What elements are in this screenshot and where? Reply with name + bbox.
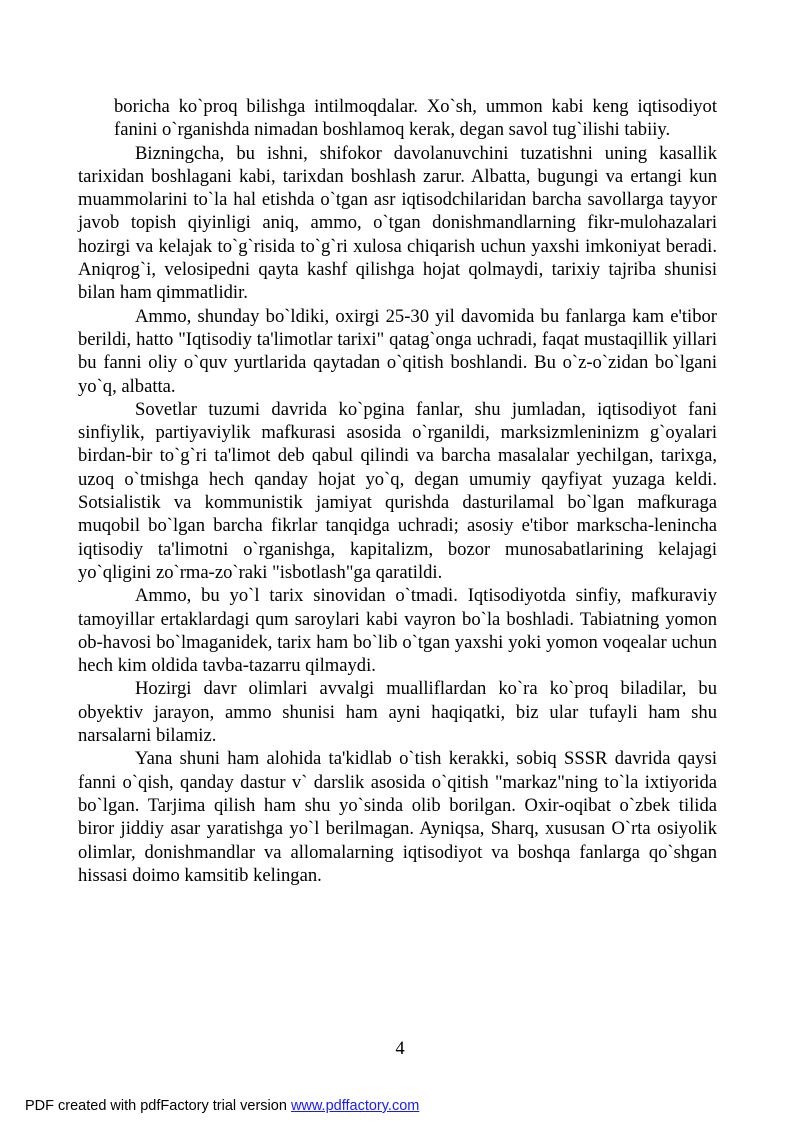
page-number: 4 <box>395 1038 405 1059</box>
paragraph: Hozirgi davr olimlari avvalgi mualliflardan ko`ra ko`proq biladilar, bu obyektiv jarayon, ammo shunisi ham ayni haqiqatki, biz ular tufayli ham shu narsalarni bilamiz. <box>78 678 717 747</box>
paragraph: Bizningcha, bu ishni, shifokor davolanuvchini tuzatishni uning kasallik tarixidan boshlagani kabi, tarixdan boshlash zarur. Albatta, bugungi va ertangi kun muammolarini to`la hal etishda o`tgan asr iqtisodchilaridan barcha savollarga tayyor javob topish qiyinligi aniq, ammo, o`tgan donishmandlarning fikr-mulohazalari hozirgi va kelajak to`g`risida to`g`ri xulosa chiqarish uchun yaxshi imkoniyat beradi. Aniqrog`i, velosipedni qayta kashf qilishga hojat qolmaydi, tarixiy tajriba shunisi bilan ham qimmatlidir. <box>78 142 717 304</box>
lead-paragraph: boricha ko`proq bilishga intilmoqdalar. Xo`sh, ummon kabi keng iqtisodiyot fanini o`rganishda nimadan boshlamoq kerak, degan savol tug`ilishi tabiiy. <box>114 96 717 141</box>
paragraph: Yana shuni ham alohida ta'kidlab o`tish kerakki, sobiq SSSR davrida qaysi fanni o`qish, qanday dastur v` darslik asosida o`qitish "markaz"ning to`la ixtiyorida bo`lgan. Tarjima qilish ham shu yo`sinda olib borilgan. Oxir-oqibat o`zbek tilida biror jiddiy asar yaratishga yo`l berilmagan. Ayniqsa, Sharq, xususan O`rta osiyolik olimlar, donishmandlar va allomalarning iqtisodiyot va boshqa fanlarga qo`shgan hissasi doimo kamsitib kelingan. <box>78 748 717 886</box>
paragraph: Ammo, shunday bo`ldiki, oxirgi 25-30 yil davomida bu fanlarga kam e'tibor berildi, hatto "Iqtisodiy ta'limotlar tarixi" qatag`onga uchradi, faqat mustaqillik yillari bu fanni oliy o`quv yurtlarida qaytadan o`qitish boshlandi. Bu o`z-o`zidan bo`lgani yo`q, albatta. <box>78 305 717 397</box>
paragraph: Sovetlar tuzumi davrida ko`pgina fanlar, shu jumladan, iqtisodiyot fani sinfiylik, partiyaviylik mafkurasi asosida o`rganildi, marksizmleninizm g`oyalari birdan-bir to`g`ri ta'limot deb qabul qilindi va barcha masalalar yechilgan, tarixga, uzoq o`tmishga hech qanday hojat yo`q, degan umumiy qayfiyat yuzaga keldi. Sotsialistik va kommunistik jamiyat qurishda dasturilamal bo`lgan mafkuraga muqobil bo`lgan barcha fikrlar tanqidga uchradi; asosiy e'tibor markscha-lenincha iqtisodiy ta'limotni o`rganishga, kapitalizm, bozor munosabatlarining kelajagi yo`qligini zo`rma-zo`raki "isbotlash"ga qaratildi. <box>78 398 717 583</box>
body-text <box>78 95 717 887</box>
paragraph: Ammo, bu yo`l tarix sinovidan o`tmadi. Iqtisodiyotda sinfiy, mafkuraviy tamoyillar ertaklardagi qum saroylari kabi vayron bo`la boshladi. Tabiatning yomon ob-havosi bo`lmaganidek, tarix ham bo`lib o`tgan yaxshi yoki yomon voqealar uchun hech kim oldida tavba-tazarru qilmaydi. <box>78 585 717 677</box>
footer-text: PDF created with pdfFactory trial version <box>25 1098 291 1114</box>
pdf-footer <box>25 1098 419 1114</box>
footer-link[interactable]: www.pdffactory.com <box>290 1098 420 1114</box>
